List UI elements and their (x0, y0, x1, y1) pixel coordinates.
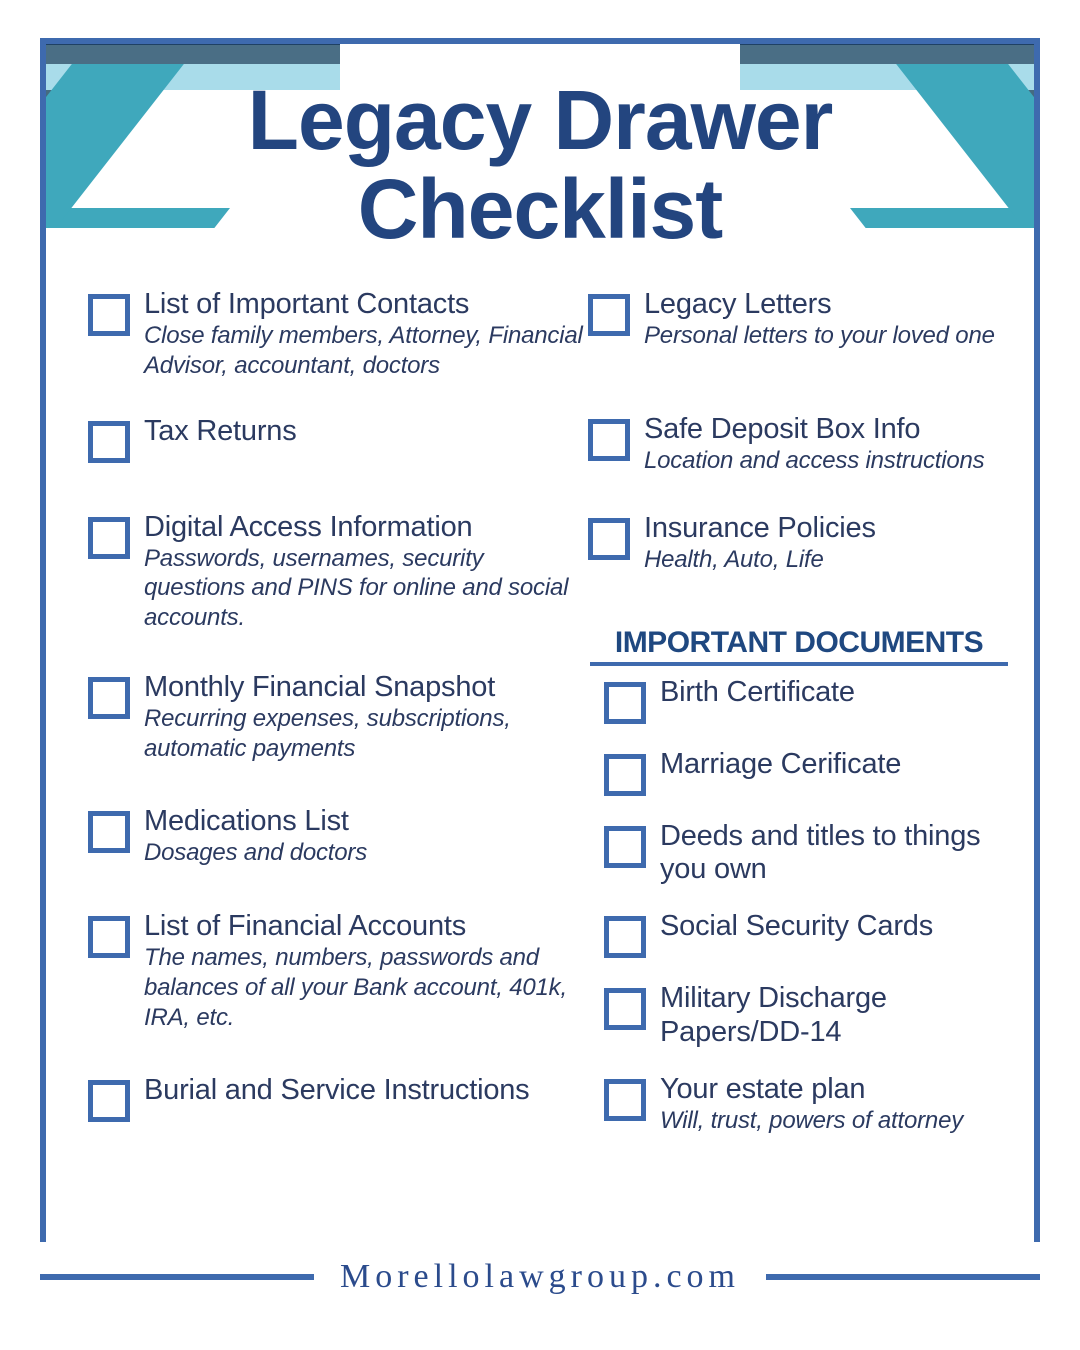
checklist-item[interactable] (604, 910, 1018, 958)
checkbox[interactable] (88, 1080, 130, 1122)
checkbox[interactable] (604, 988, 646, 1030)
checkbox[interactable] (604, 916, 646, 958)
checklist-body (0, 288, 1080, 1141)
checklist-item[interactable] (88, 511, 588, 633)
checklist-item[interactable] (88, 288, 588, 381)
checklist-item-description: Health, Auto, Life (644, 545, 824, 573)
page-title-line-2: Checklist (357, 162, 723, 257)
checklist-item[interactable] (604, 820, 1018, 886)
footer-rule-left (40, 1274, 314, 1280)
checkbox[interactable] (88, 517, 130, 559)
checklist-column-left (88, 288, 588, 1141)
checklist-item-description: Dosages and doctors (144, 839, 368, 867)
checkbox[interactable] (88, 677, 130, 719)
decor-bar-navy (40, 38, 340, 45)
footer-rule-right (766, 1274, 1040, 1280)
checklist-item[interactable] (88, 910, 588, 1032)
checklist-item[interactable] (604, 748, 1018, 796)
checklist-item-description: The names, numbers, passwords and balances of all your Bank account, 401k, IRA, etc. (144, 944, 567, 1031)
checklist-item-title: Medications List (144, 805, 349, 838)
checklist-item-title: Social Security Cards (660, 910, 934, 943)
checklist-item[interactable] (88, 1074, 588, 1122)
checklist-item[interactable] (588, 288, 1018, 351)
checklist-item-description: Passwords, usernames, security questions and PINS for online and social accounts. (144, 544, 569, 632)
checklist-item[interactable] (88, 805, 588, 868)
checklist-item[interactable] (588, 413, 1018, 476)
checklist-item-title: List of Important Contacts (144, 288, 470, 320)
checklist-item[interactable] (604, 676, 1018, 724)
checklist-item-title: Military Discharge Papers/DD-14 (660, 982, 887, 1048)
checklist-column-right (588, 288, 1018, 1141)
page-title-line-1: Legacy Drawer (247, 73, 833, 167)
checklist-item-title: Monthly Financial Snapshot (144, 670, 496, 703)
checklist-item-title: Tax Returns (144, 414, 297, 447)
checklist-item-description: Location and access instructions (644, 446, 985, 474)
checklist-item[interactable] (604, 982, 1018, 1048)
footer (40, 1242, 1040, 1312)
checkbox[interactable] (88, 421, 130, 463)
section-important-documents (590, 626, 1008, 666)
section-heading: IMPORTANT DOCUMENTS (614, 626, 984, 660)
checkbox[interactable] (604, 826, 646, 868)
checklist-item-title: Legacy Letters (644, 288, 832, 320)
checklist-item-title: Deeds and titles to things you own (660, 820, 981, 886)
checkbox[interactable] (588, 294, 630, 336)
decor-bar-navy (740, 38, 1040, 45)
checklist-item[interactable] (88, 671, 588, 764)
section-divider (590, 662, 1008, 666)
checkbox[interactable] (88, 811, 130, 853)
checklist-item-title: Digital Access Information (144, 510, 473, 543)
checklist-item-title: Marriage Cerificate (660, 748, 902, 781)
checklist-item-title: Your estate plan (660, 1072, 866, 1105)
checklist-item-description: Close family members, Attorney, Financial Advisor, accountant, doctors (144, 322, 583, 379)
checkbox[interactable] (88, 294, 130, 336)
page-title (110, 73, 970, 257)
checkbox[interactable] (604, 754, 646, 796)
footer-website[interactable]: Morellolawgroup.com (340, 1258, 740, 1295)
checklist-item-title: Insurance Policies (644, 511, 876, 544)
checklist-item[interactable] (588, 512, 1018, 575)
checkbox[interactable] (588, 518, 630, 560)
checklist-item[interactable] (88, 415, 588, 463)
checkbox[interactable] (588, 419, 630, 461)
checkbox[interactable] (88, 916, 130, 958)
checklist-item-description: Recurring expenses, subscriptions, automatic payments (144, 704, 511, 762)
checklist-item[interactable] (604, 1073, 1018, 1136)
checkbox[interactable] (604, 1079, 646, 1121)
checklist-item-title: List of Financial Accounts (144, 910, 467, 943)
checkbox[interactable] (604, 682, 646, 724)
checklist-item-title: Birth Certificate (660, 676, 855, 709)
checklist-item-title: Burial and Service Instructions (144, 1074, 530, 1107)
checklist-item-description: Will, trust, powers of attorney (660, 1106, 964, 1134)
checklist-item-title: Safe Deposit Box Info (644, 412, 921, 445)
checklist-item-description: Personal letters to your loved one (644, 322, 995, 350)
